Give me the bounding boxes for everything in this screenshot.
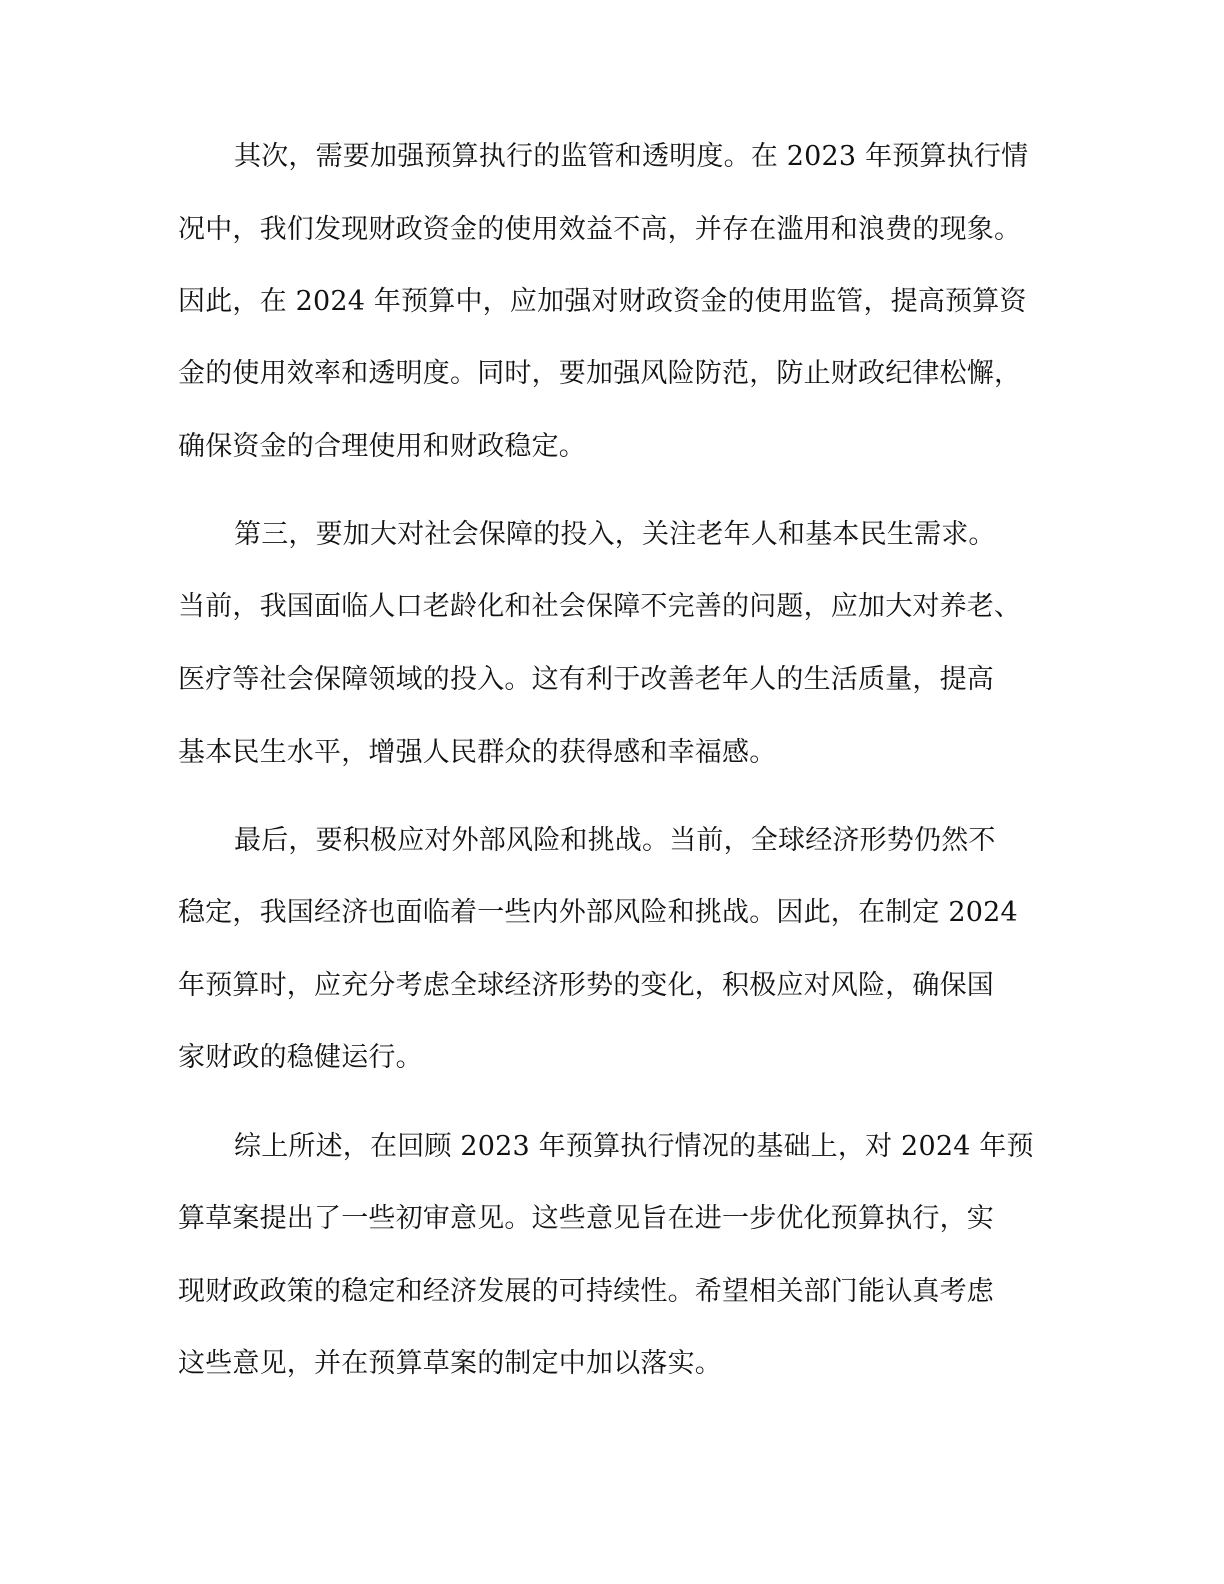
paragraph-2-line-2: 当前，我国面临人口老龄化和社会保障不完善的问题，应加大对养老、 [178,591,1022,622]
paragraph-3-line-1: 最后，要积极应对外部风险和挑战。当前，全球经济形势仍然不 [234,825,996,856]
paragraph-3-line-3: 年预算时，应充分考虑全球经济形势的变化，积极应对风险，确保国 [178,970,994,1001]
paragraph-4-line-4: 这些意见，并在预算草案的制定中加以落实。 [178,1348,722,1379]
paragraph-2-line-3: 医疗等社会保障领域的投入。这有利于改善老年人的生活质量，提高 [178,664,994,695]
paragraph-4-line-3: 现财政政策的稳定和经济发展的可持续性。希望相关部门能认真考虑 [178,1276,994,1307]
paragraph-1-line-5: 确保资金的合理使用和财政稳定。 [178,431,586,462]
paragraph-4-line-1: 综上所述，在回顾 2023 年预算执行情况的基础上，对 2024 年预 [234,1131,1034,1162]
paragraph-2-line-1: 第三，要加大对社会保障的投入，关注老年人和基本民生需求。 [234,519,996,550]
paragraph-1-line-3: 因此，在 2024 年预算中，应加强对财政资金的使用监管，提高预算资 [178,286,1027,317]
paragraph-1-line-1: 其次，需要加强预算执行的监管和透明度。在 2023 年预算执行情 [234,141,1029,172]
paragraph-1-line-2: 况中，我们发现财政资金的使用效益不高，并存在滥用和浪费的现象。 [178,214,1022,245]
paragraph-3-line-4: 家财政的稳健运行。 [178,1042,423,1073]
paragraph-4-line-2: 算草案提出了一些初审意见。这些意见旨在进一步优化预算执行，实 [178,1203,994,1234]
paragraph-1-line-4: 金的使用效率和透明度。同时，要加强风险防范，防止财政纪律松懈， [178,358,1022,389]
paragraph-3-line-2: 稳定，我国经济也面临着一些内外部风险和挑战。因此，在制定 2024 [178,897,1018,928]
paragraph-2-line-4: 基本民生水平，增强人民群众的获得感和幸福感。 [178,737,777,768]
